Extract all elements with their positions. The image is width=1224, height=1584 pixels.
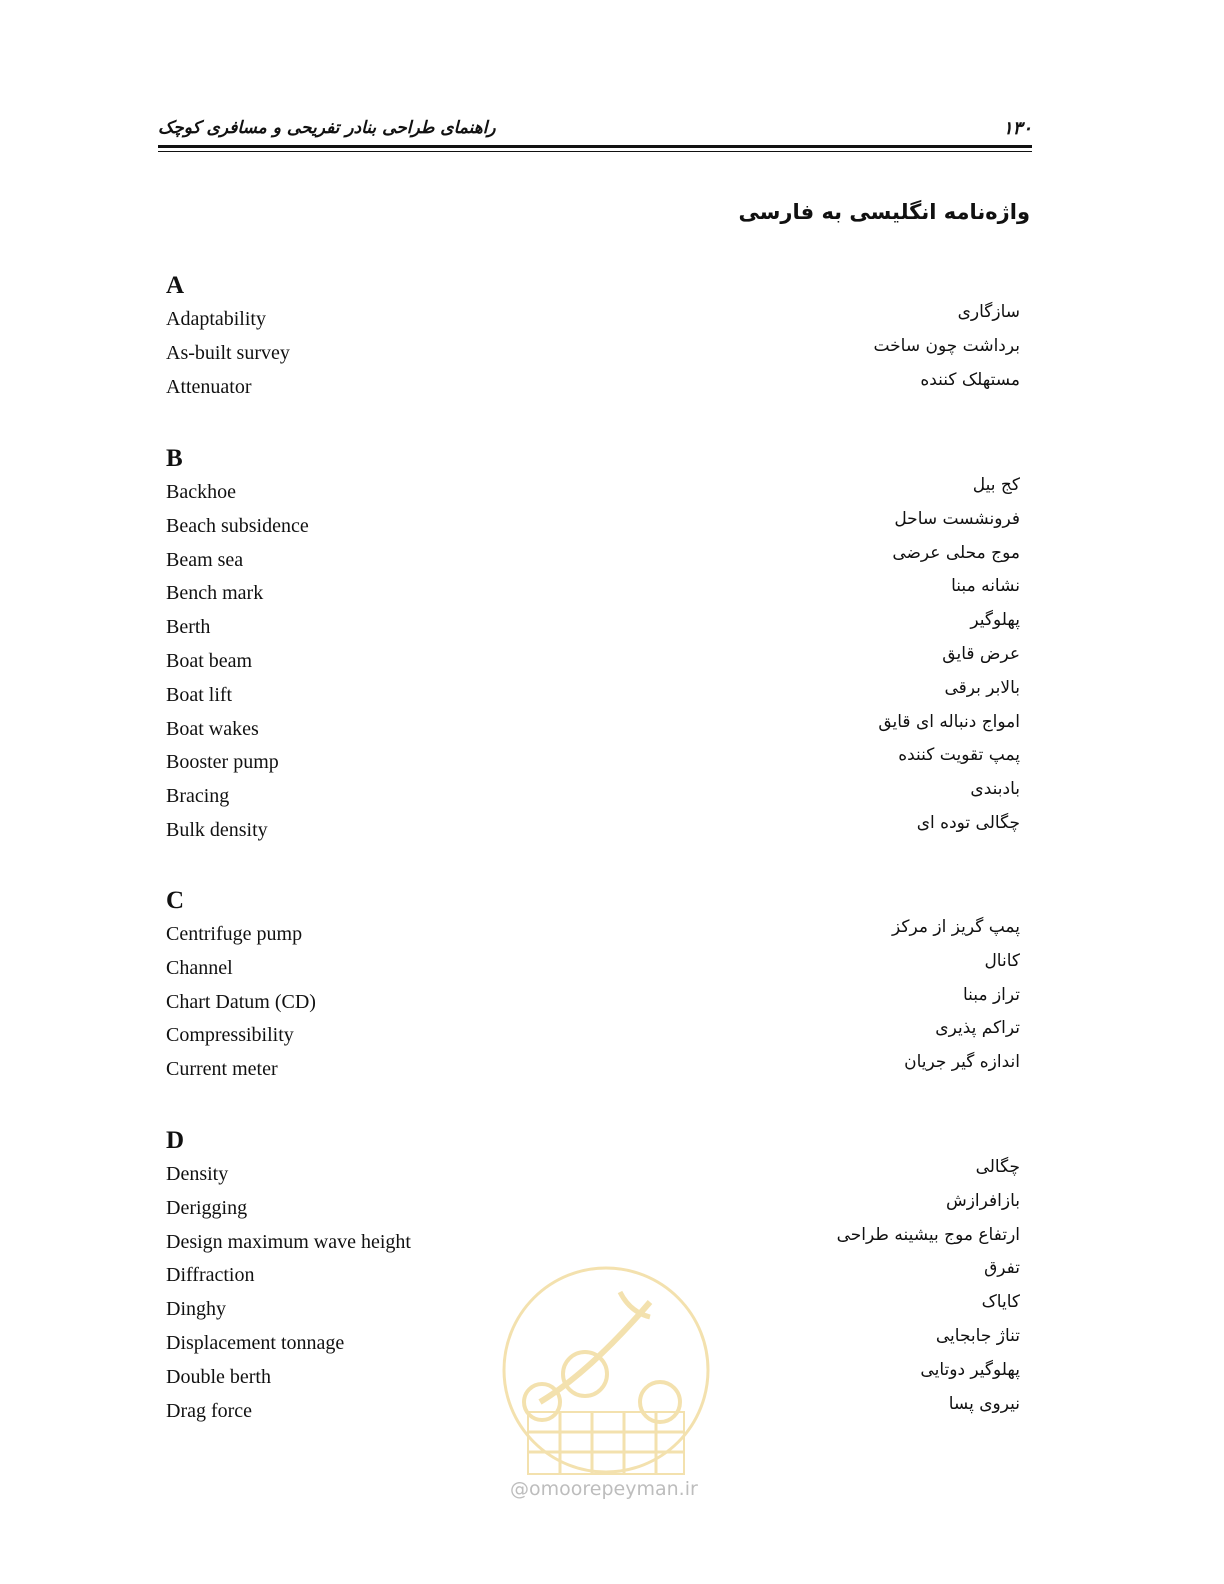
english-term: Boat wakes xyxy=(166,717,259,740)
page-header xyxy=(158,118,1032,154)
glossary-entry xyxy=(166,984,1020,1021)
persian-term: بادبندی xyxy=(970,779,1020,800)
persian-term: چگالی xyxy=(975,1157,1020,1177)
glossary-entry xyxy=(166,781,1020,815)
persian-term: پمپ گریز از مرکز xyxy=(892,917,1020,937)
section-letter: C xyxy=(166,887,185,914)
persian-term: تناژ جابجایی xyxy=(935,1325,1020,1346)
english-term: Channel xyxy=(166,956,233,979)
english-term: Drag force xyxy=(166,1399,253,1422)
glossary-entry xyxy=(166,1224,1020,1261)
english-term: Bulk density xyxy=(166,818,268,841)
watermark-logo-icon xyxy=(500,1262,712,1512)
glossary-entry xyxy=(166,1054,1020,1088)
english-term: Booster pump xyxy=(166,751,279,774)
persian-term: مستهلک کننده xyxy=(920,369,1020,390)
persian-term: نیروی پسا xyxy=(948,1393,1020,1414)
header-rule-thick xyxy=(158,145,1032,148)
glossary-entry xyxy=(166,747,1020,781)
persian-term: نشانه مبنا xyxy=(951,576,1020,597)
persian-term: تراکم پذیری xyxy=(935,1018,1020,1039)
persian-term: تفرق xyxy=(984,1258,1020,1279)
english-term: Compressibility xyxy=(166,1024,294,1047)
persian-term: پمپ تقویت کننده xyxy=(898,745,1020,766)
english-term: Current meter xyxy=(166,1058,278,1081)
glossary-entry xyxy=(166,369,1020,406)
english-term: Dinghy xyxy=(166,1298,226,1321)
glossary-entry xyxy=(166,477,1020,511)
glossary-section-b xyxy=(166,441,1020,849)
glossary-entry xyxy=(166,677,1020,714)
persian-term: بالابر برقی xyxy=(944,677,1020,698)
english-term: Boat beam xyxy=(166,649,253,672)
persian-term: پهلوگیر xyxy=(970,610,1020,631)
glossary-entry xyxy=(166,508,1020,545)
english-term: Bench mark xyxy=(166,582,264,605)
book-title: راهنمای طراحی بنادر تفریحی و مسافری کوچک xyxy=(158,118,496,138)
english-term: Design maximum wave height xyxy=(166,1230,411,1253)
english-term: Chart Datum (CD) xyxy=(166,990,316,1013)
english-term: Diffraction xyxy=(166,1264,255,1287)
english-term: Displacement tonnage xyxy=(166,1331,345,1354)
persian-term: چگالی توده ای xyxy=(916,812,1020,833)
english-term: Adaptability xyxy=(166,308,266,330)
glossary-entry xyxy=(166,950,1020,987)
glossary-entry xyxy=(166,612,1020,646)
english-term: Double berth xyxy=(166,1365,271,1388)
persian-term: موج محلی عرضی xyxy=(892,542,1020,563)
persian-term: برداشت چون ساخت xyxy=(873,335,1020,356)
persian-term: بازافرازش xyxy=(945,1190,1020,1211)
persian-term: کانال xyxy=(984,950,1020,971)
glossary-entry xyxy=(166,711,1020,748)
persian-term: پهلوگیر دوتایی xyxy=(920,1359,1020,1380)
section-letter: A xyxy=(166,272,185,299)
english-term: Beam sea xyxy=(166,548,244,571)
persian-term: امواج دنباله ای قایق xyxy=(878,711,1020,732)
section-letter: B xyxy=(166,445,183,472)
glossary-section-c xyxy=(166,883,1020,1088)
english-term: Bracing xyxy=(166,785,230,808)
glossary-entry xyxy=(166,335,1020,372)
glossary-entry xyxy=(166,643,1020,680)
persian-term: کج بیل xyxy=(972,475,1020,495)
header-rule-thin xyxy=(158,151,1032,152)
section-letter: D xyxy=(166,1127,185,1154)
glossary-entry xyxy=(166,578,1020,612)
glossary-entry xyxy=(166,812,1020,849)
glossary-entry xyxy=(166,542,1020,579)
page-title: واژه‌نامه انگلیسی به فارسی xyxy=(738,200,1030,224)
glossary-entry xyxy=(166,1159,1020,1193)
persian-term: سازگاری xyxy=(957,302,1020,322)
persian-term: فرونشست ساحل xyxy=(894,508,1020,529)
english-term: Boat lift xyxy=(166,683,233,706)
english-term: Berth xyxy=(166,616,211,639)
page-number: ۱۳۰ xyxy=(1002,118,1032,139)
glossary-section-a xyxy=(166,268,1020,405)
english-term: Attenuator xyxy=(166,375,252,398)
english-term: Beach subsidence xyxy=(166,514,309,537)
persian-term: ارتفاع موج بیشینه طراحی xyxy=(836,1224,1020,1245)
english-term: As-built survey xyxy=(166,341,290,364)
english-term: Density xyxy=(166,1163,229,1185)
watermark-url: @omoorepeyman.ir xyxy=(510,1478,698,1500)
english-term: Backhoe xyxy=(166,481,236,503)
glossary-entry xyxy=(166,304,1020,338)
persian-term: اندازه گیر جریان xyxy=(904,1052,1020,1073)
persian-term: عرض قایق xyxy=(942,643,1020,664)
english-term: Derigging xyxy=(166,1196,248,1219)
glossary-entry xyxy=(166,919,1020,953)
glossary-entry xyxy=(166,1190,1020,1227)
english-term: Centrifuge pump xyxy=(166,923,303,945)
persian-term: کایاک xyxy=(981,1292,1020,1313)
persian-term: تراز مبنا xyxy=(963,984,1020,1005)
glossary-entry xyxy=(166,1020,1020,1054)
